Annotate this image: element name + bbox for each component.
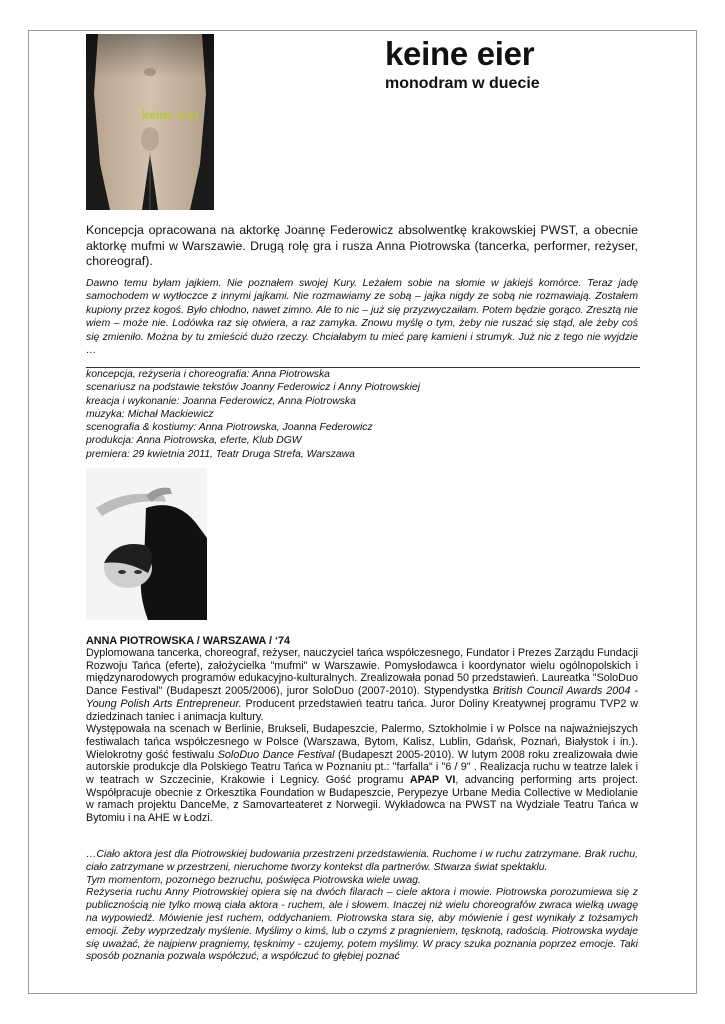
- page-subtitle: monodram w duecie: [385, 75, 540, 92]
- credit-item: koncepcja, reżyseria i choreografia: Anna Piotrowska: [86, 369, 330, 380]
- quote-paragraph: Dawno temu byłam jajkiem. Nie poznałem swojej Kury. Leżałem sobie na słomie w jakiejś komórce. Teraz jadę samochodem w wytłoczce z innymi jajkami. Nie rozmawiamy ze sobą – jajka nigdy ze sobą nie rozmawiają. Zostałem kupiony przez kogoś. Było chłodno, nawet zimno. Ale to nic – już się przyzwyczaiłam. Potem będzie gorąco. Zresztą nie wiem – może nie. Lodówka raz się otwiera, a raz zamyka. Znowu myślę o tym, żeby nie ruszać się stąd, ale żeby coś się zmieniło. Można by tu zmieścić dużo rzeczy. Chciałabym tu mieć parę kamieni i strumyk. Już nic z tego nie wyjdzie …: [86, 278, 638, 357]
- intro-paragraph: Koncepcja opracowana na aktorkę Joannę Federowicz absolwentkę krakowskiej PWST, a obecnie aktorkę mufmi w Warszawie. Drugą rolę gra i rusza Anna Piotrowska (tancerka, performer, reżyser, choreograf).: [86, 223, 638, 269]
- credit-item: scenariusz na podstawie tekstów Joanny Federowicz i Anny Piotrowskiej: [86, 382, 421, 394]
- bio-text-span: Dyplomowana tancerka, choreograf, reżyser, nauczyciel tańca współczesnego, Fundator i Prezes Zarządu Fundacji Rozwoju Tańca (eferte), założycielka "mufmi" w Warszawie. Pomysłodawca i koordynator wielu ogólnopolskich i międzynarodowych programów edukacyjno-kulturalnych. Zrealizowała ponad 50 przedstawień. Laureatka "SoloDuo Dance Festival" (Budapeszt 2005/2006), juror SoloDuo (2007-2010). Stypendystka: [86, 647, 638, 698]
- bio-text-span: , advancing performing arts project. Współpracuje obecnie z Orkesztika Foundation w Budapeszcie, Perypezye Urbane Media Collective w Mediolanie w ramach projektu DanceMe, z Samovarteateret z Norwegii. Wykładowca na PWST na Wydziale Teatru Tańca w Bytomiu i na AHE w Łodzi.: [86, 774, 639, 825]
- bio-paragraph: [86, 647, 638, 723]
- credit-item: muzyka: Michał Mackiewicz: [86, 408, 214, 420]
- credit-item: produkcja: Anna Piotrowska, eferte, Klub DGW: [86, 435, 302, 447]
- portrait-photo: [86, 468, 207, 620]
- page-title: keine eier: [385, 35, 535, 72]
- bio-text: [86, 647, 638, 825]
- credit-item: scenografia & kostiumy: Anna Piotrowska, Joanna Federowicz: [86, 422, 373, 434]
- bio-heading: ANNA PIOTROWSKA / WARSZAWA / ‘74: [86, 635, 290, 647]
- credits-list: [86, 368, 638, 461]
- closing-text: [86, 849, 638, 964]
- closing-paragraph: Tym momentom, pozornego bezruchu, poświęca Piotrowska wiele uwag.: [86, 874, 421, 886]
- bio-text-span: Występowała na scenach w Berlinie, Brukseli, Budapeszcie, Palermo, Sztokholmie i w Polsce na najważniejszych festiwalach tańca współczesnego w Polsce (Warszawa, Bytom, Kalisz, Lublin, Gdańsk, Poznań, Białystok i in.). Wielokrotny gość festiwalu: [86, 723, 638, 761]
- bio-strong: APAP VI: [409, 774, 456, 787]
- bio-text-span: (Budapeszt 2005-2010). W lutym 2008 roku zrealizowała dwie autorskie produkcje dla Polskiego Teatru Tańca w Poznaniu pt.: "farfalla" i "6 / 9" . Realizacja ruchu w teatrze lalek i w teatrach w Szczecinie, Krakowie i Legnicy. Gość programu: [86, 748, 639, 787]
- bio-emphasis: British Council Awards 2004 - Young Polish Arts Entrepreneur.: [86, 685, 638, 710]
- poster-image: [86, 34, 214, 210]
- credit-item: premiera: 29 kwietnia 2011, Teatr Druga Strefa, Warszawa: [86, 448, 355, 460]
- bio-text-span: Producent przedstawień teatru tańca. Juror Doliny Kreatywnej programu TVP2 w dziedzinach taniec i animacja kultury.: [86, 697, 638, 723]
- bio-emphasis: SoloDuo Dance Festival: [217, 748, 335, 761]
- closing-paragraph: …Ciało aktora jest dla Piotrowskiej budowania przestrzeni przedstawienia. Ruchome i w ruchu zatrzymane. Brak ruchu, ciało zatrzymane w przestrzeni, nieruchome tworzy kontekst dla partnerów. Stwarza świat spektaklu.: [86, 849, 638, 873]
- bio-paragraph: [86, 723, 638, 825]
- poster-title: keine eier: [142, 108, 200, 122]
- credit-item: kreacja i wykonanie: Joanna Federowicz, Anna Piotrowska: [86, 395, 356, 407]
- closing-paragraph: Reżyseria ruchu Anny Piotrowskiej opiera się na dwóch filarach – ciele aktora i mowie. Piotrowska porozumiewa się z publicznością nie tylko mową ciała aktora - ruchem, ale i słowem. Inaczej niż wielu choreografów zwraca wielką uwagę na wypowiedź. Mówienie jest ruchem, oddychaniem. Piotrowska stara się, aby mówienie i gest wynikały z tożsamych emocji. Żeby wyprzedzały myślenie. Myślimy o kimś, lub o czymś z pragnieniem, tęsknotą, radością. Piotrowska wydaje się uważać, że najpierw pragniemy, tęsknimy - czujemy, potem myślimy. W pracy szuka poznania poprzez emocje. Taki sposób poznania pozwala współczuć, a współczuć to głębiej poznać: [86, 887, 638, 963]
